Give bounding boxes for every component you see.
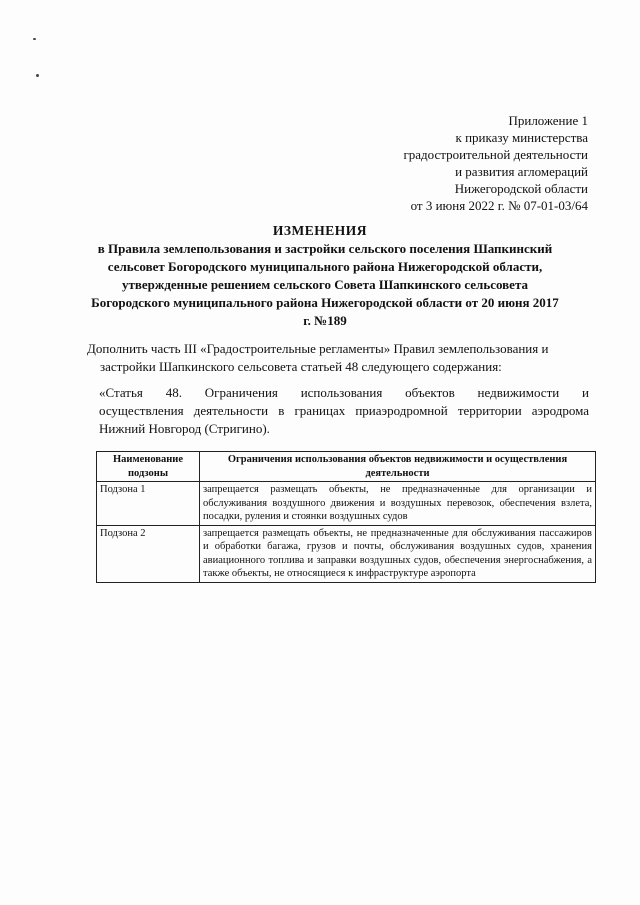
subtitle-line: утвержденные решением сельского Совета Шапкинского сельсовета	[122, 277, 528, 292]
subzone-restrictions: запрещается размещать объекты, не предназначенные для организации и обслуживания воздушного движения и воздушных перевозок, обеспечения взлета, посадки, руления и стоянки воздушных судов	[200, 482, 596, 526]
appendix-line: Приложение 1	[508, 113, 588, 128]
intro-line: застройки Шапкинского сельсовета статьей 48 следующего содержания:	[100, 359, 502, 374]
intro-line: Дополнить часть III «Градостроительные регламенты» Правил землепользования и	[87, 341, 549, 356]
subtitle-line: г. №189	[303, 313, 347, 328]
table-row	[97, 482, 596, 526]
restrictions-table	[96, 451, 596, 583]
article-line: «Статья 48. Ограничения использования объектов недвижимости и	[99, 385, 589, 400]
intro-paragraph	[87, 340, 597, 376]
appendix-line: и развития агломераций	[455, 164, 588, 179]
subtitle-line: сельсовет Богородского муниципального района Нижегородской области,	[107, 259, 543, 274]
scan-speck	[36, 74, 39, 77]
subzone-name: Подзона 1	[97, 482, 200, 526]
subzone-name: Подзона 2	[97, 525, 200, 582]
article-line: осуществления деятельности в границах приаэродромной территории аэродрома	[99, 403, 589, 418]
appendix-line: к приказу министерства	[455, 130, 588, 145]
column-header-subzone: Наименование подзоны	[97, 452, 200, 482]
subtitle-line: Богородского муниципального района Нижегородской области от 20 июня 2017	[91, 295, 559, 310]
article-paragraph	[99, 384, 589, 438]
document-subtitle	[60, 240, 590, 330]
article-line: Нижний Новгород (Стригино).	[99, 421, 270, 436]
scan-speck	[33, 38, 36, 40]
appendix-line: от 3 июня 2022 г. № 07-01-03/64	[410, 198, 588, 213]
appendix-block	[403, 112, 588, 214]
appendix-line: градостроительной деятельности	[403, 147, 588, 162]
table-row	[97, 525, 596, 582]
column-header-restrictions: Ограничения использования объектов недвижимости и осуществления деятельности	[200, 452, 596, 482]
subzone-restrictions: запрещается размещать объекты, не предназначенные для обслуживания пассажиров и обработки багажа, грузов и почты, обслуживания воздушных судов, хранения авиационного топлива и заправки воздушных судов, обеспечения энергоснабжения, а также объекты, не относящиеся к инфраструктуре аэропорта	[200, 525, 596, 582]
document-title: ИЗМЕНЕНИЯ	[272, 223, 368, 238]
subtitle-line: в Правила землепользования и застройки сельского поселения Шапкинский	[97, 241, 553, 256]
appendix-line: Нижегородской области	[454, 181, 588, 196]
table-header-row	[97, 452, 596, 482]
